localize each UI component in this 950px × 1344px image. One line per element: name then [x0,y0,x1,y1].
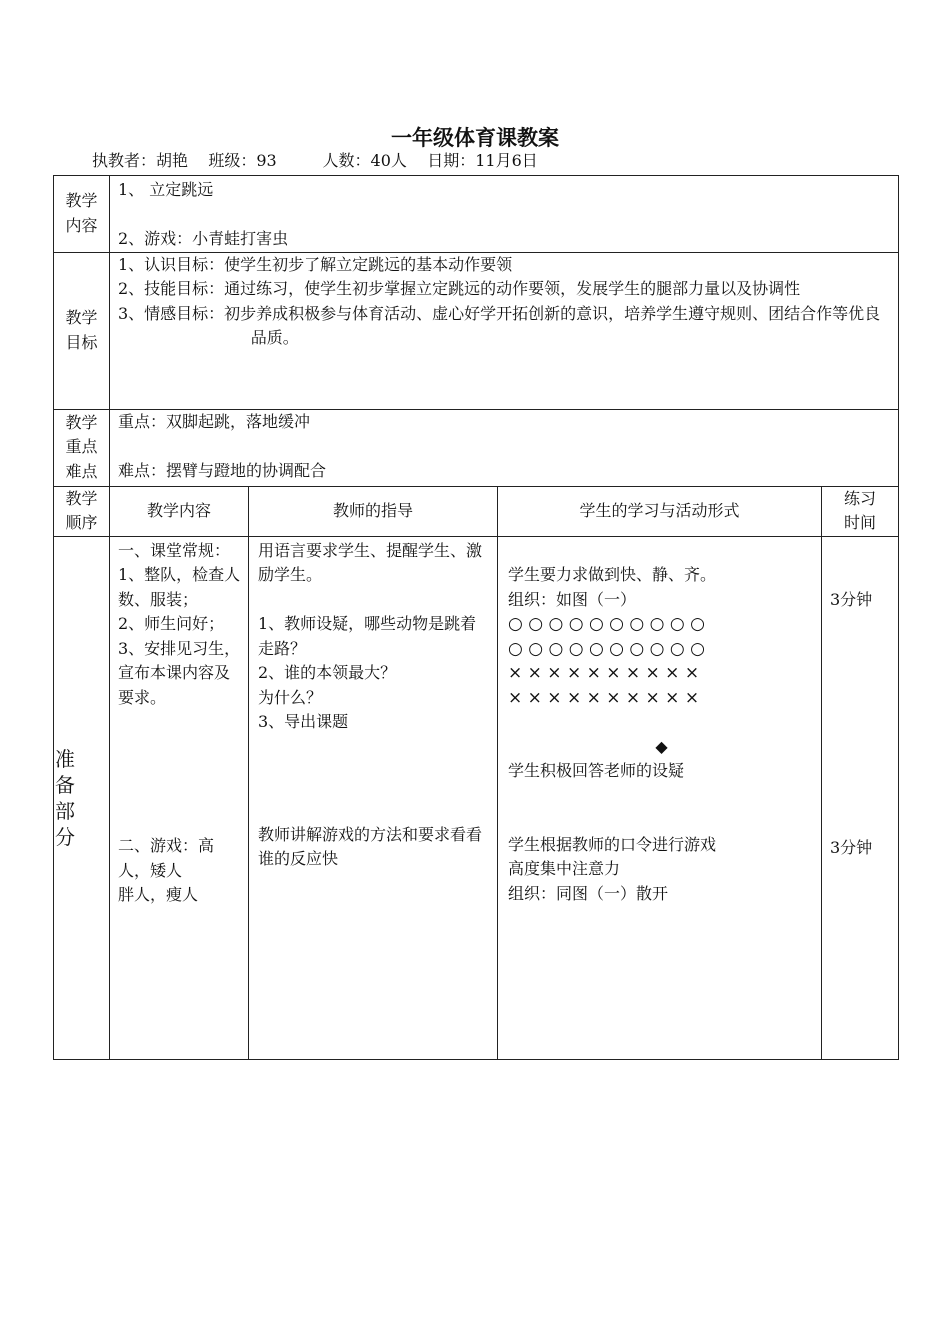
page-title: 一年级体育课教案 [391,126,559,150]
guide-intro: 用语言要求学生、提醒学生、激励学生。 [258,540,483,584]
game-activity-2: 高度集中注意力 [508,859,621,878]
label-goals: 教学目标 [54,252,110,409]
prep-time-cell [822,536,899,1059]
header-guide: 教师的指导 [249,486,498,536]
meta-count: 人数：40人 [322,151,407,170]
goals-cell [110,252,899,409]
guide-item-4: 3、导出课题 [258,712,349,731]
prep-content-4: 3、安排见习生，宣布本课内容及要求。 [118,638,241,707]
prep-guide-cell [249,536,498,1059]
goal-cognitive: 1、认识目标：使学生初步了解立定跳远的基本动作要领 [118,254,513,274]
game-activity-1: 学生根据教师的口令进行游戏 [508,834,717,854]
prep-content-2: 1、整队，检查人数、服装； [118,565,241,609]
prep-time: 3分钟 [830,589,873,609]
formation-row-4: × × × × × × × × × × [508,687,700,708]
formation-row-2: ○ ○ ○ ○ ○ ○ ○ ○ ○ ○ [508,638,705,659]
formation-row-3: × × × × × × × × × × [508,663,700,683]
key-point: 重点：双脚起跳，落地缓冲 [118,411,311,431]
game-content-2: 胖人，瘦人 [118,885,199,904]
meta-date: 日期：11月6日 [427,151,538,170]
label-preparation: 准备部分 [54,536,110,1059]
goal-affective: 3、情感目标：初步养成积极参与体育活动、虚心好学开拓创新的意识，培养学生遵守规则、团结合作等优良品质。 [118,303,881,347]
guide-item-2: 2、谁的本领最大？ [258,663,397,682]
teacher-diamond-icon: ◆ [655,736,668,756]
prep-content-cell [110,536,249,1059]
header-content: 教学内容 [110,486,249,536]
meta-class: 班级：93 [208,151,277,170]
game-guide: 教师讲解游戏的方法和要求看看谁的反应快 [258,824,483,868]
formation-row-1: ○ ○ ○ ○ ○ ○ ○ ○ ○ ○ [508,614,705,634]
content-item-2: 2、游戏：小青蛙打害虫 [118,229,289,248]
content-cell [110,176,899,253]
guide-item-1: 1、教师设疑，哪些动物是跳着走路？ [258,614,477,658]
keypoints-cell [110,409,899,486]
game-time: 3分钟 [830,838,873,857]
label-content: 教学内容 [54,176,110,253]
meta-teacher: 执教者：胡艳 [92,151,189,170]
row-goals [54,252,899,409]
header-order: 教学顺序 [54,486,110,536]
prep-content-1: 一、课堂常规： [118,540,231,560]
difficulty-point: 难点：摆臂与蹬地的协调配合 [118,460,327,480]
content-item-1: 1、 立定跳远 [118,180,214,199]
activity-answer: 学生积极回答老师的设疑 [508,761,685,780]
header-activity: 学生的学习与活动形式 [498,486,822,536]
prep-content-3: 2、师生问好； [118,614,225,633]
label-keypoints: 教学重点难点 [54,409,110,486]
game-activity-3: 组织：同图（一）散开 [508,883,669,903]
guide-item-3: 为什么？ [258,687,323,707]
goal-skill: 2、技能目标：通过练习，使学生初步掌握立定跳远的动作要领，发展学生的腿部力量以及协调性 [118,279,801,298]
row-column-headers [54,486,899,536]
row-keypoints [54,409,899,486]
game-content-1: 二、游戏：高人，矮人 [118,836,215,880]
lesson-plan-table [53,175,899,1060]
prep-activity-cell [498,536,822,1059]
lesson-meta [92,150,538,172]
row-content [54,176,899,253]
activity-intro: 学生要力求做到快、静、齐。 [508,565,717,584]
header-time: 练习时间 [822,486,899,536]
row-preparation [54,536,899,1059]
activity-org: 组织：如图（一） [508,589,637,609]
